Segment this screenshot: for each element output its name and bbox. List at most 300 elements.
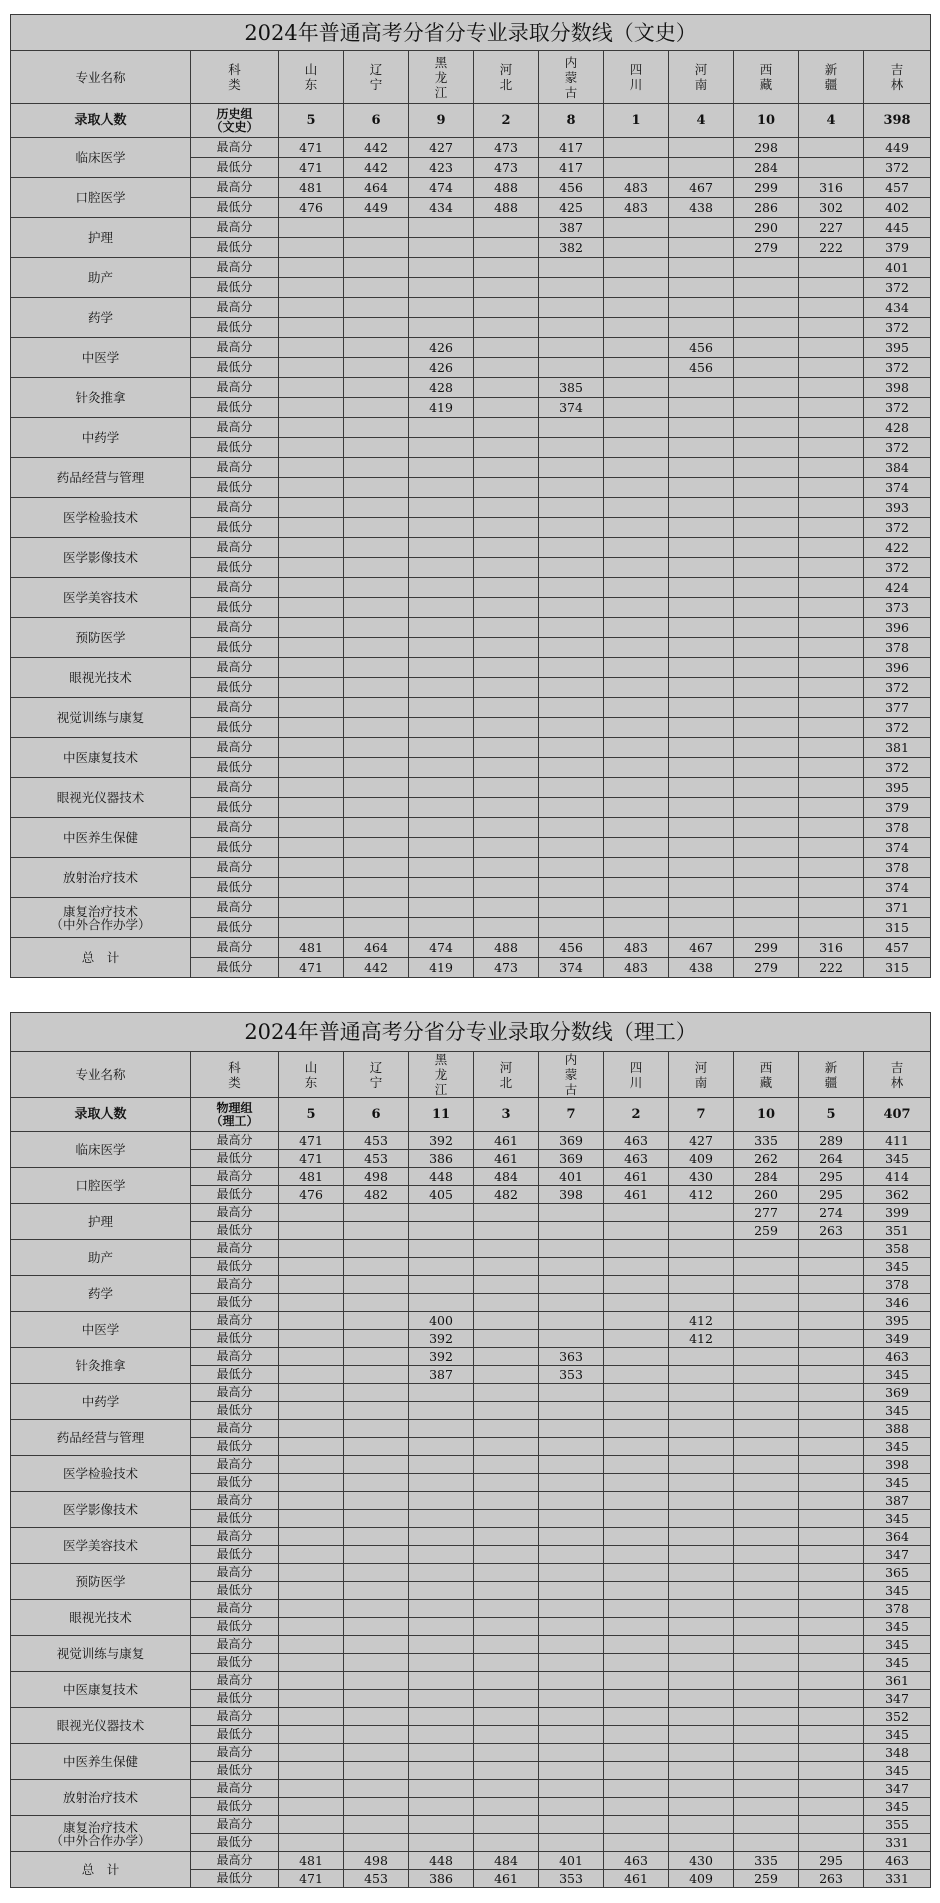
major-name: 眼视光仪器技术 <box>11 1708 191 1744</box>
min-score-label: 最低分 <box>191 1690 279 1708</box>
score-cell: 426 <box>409 338 474 358</box>
score-cell <box>604 1582 669 1600</box>
score-cell <box>539 678 604 698</box>
max-score-label: 最高分 <box>191 1132 279 1150</box>
score-cell <box>409 1780 474 1798</box>
score-cell <box>799 558 864 578</box>
score-cell: 456 <box>669 338 734 358</box>
score-cell: 430 <box>669 1168 734 1186</box>
max-score-label: 最高分 <box>191 1348 279 1366</box>
score-cell <box>409 598 474 618</box>
score-cell: 395 <box>864 1312 931 1330</box>
score-cell <box>734 818 799 838</box>
score-cell: 384 <box>864 458 931 478</box>
score-cell <box>474 738 539 758</box>
score-cell <box>604 1708 669 1726</box>
score-cell <box>474 1276 539 1294</box>
score-cell <box>539 638 604 658</box>
score-cell <box>799 1798 864 1816</box>
min-score-label: 最低分 <box>191 1366 279 1384</box>
score-cell <box>344 1312 409 1330</box>
score-cell: 471 <box>279 958 344 978</box>
score-cell: 369 <box>864 1384 931 1402</box>
score-cell <box>409 718 474 738</box>
score-cell: 345 <box>864 1726 931 1744</box>
score-cell <box>734 598 799 618</box>
score-cell <box>734 558 799 578</box>
header-province: 吉 林 <box>864 51 931 104</box>
min-score-label: 最低分 <box>191 438 279 458</box>
score-cell: 449 <box>344 198 409 218</box>
score-cell <box>344 698 409 718</box>
score-cell <box>799 278 864 298</box>
score-cell <box>344 1456 409 1474</box>
major-name: 眼视光技术 <box>11 658 191 698</box>
max-score-label: 最高分 <box>191 1564 279 1582</box>
score-cell: 449 <box>864 138 931 158</box>
score-cell <box>734 1492 799 1510</box>
score-cell <box>734 1420 799 1438</box>
score-cell <box>409 1456 474 1474</box>
score-cell: 399 <box>864 1204 931 1222</box>
max-score-label: 最高分 <box>191 1816 279 1834</box>
score-cell <box>669 1582 734 1600</box>
major-name: 医学检验技术 <box>11 1456 191 1492</box>
count-cell: 6 <box>344 104 409 138</box>
score-cell <box>539 1762 604 1780</box>
score-cell <box>409 1240 474 1258</box>
score-cell <box>669 698 734 718</box>
score-cell: 289 <box>799 1132 864 1150</box>
header-province: 黑 龙 江 <box>409 1052 474 1098</box>
score-cell <box>669 1708 734 1726</box>
score-cell: 396 <box>864 618 931 638</box>
score-cell: 371 <box>864 898 931 918</box>
score-cell <box>604 578 669 598</box>
score-cell: 353 <box>539 1366 604 1384</box>
header-province: 山 东 <box>279 1052 344 1098</box>
score-cell <box>539 818 604 838</box>
score-cell <box>539 258 604 278</box>
score-cell: 286 <box>734 198 799 218</box>
score-cell: 378 <box>864 638 931 658</box>
score-cell <box>669 838 734 858</box>
score-cell <box>734 1816 799 1834</box>
score-cell <box>344 778 409 798</box>
score-cell <box>604 318 669 338</box>
score-cell: 427 <box>409 138 474 158</box>
score-cell <box>669 1690 734 1708</box>
score-cell <box>539 838 604 858</box>
score-cell <box>734 418 799 438</box>
score-cell <box>734 1330 799 1348</box>
score-cell: 331 <box>864 1834 931 1852</box>
score-cell <box>344 898 409 918</box>
score-cell: 392 <box>409 1132 474 1150</box>
score-cell <box>344 1798 409 1816</box>
score-cell <box>734 1654 799 1672</box>
header-province: 辽 宁 <box>344 51 409 104</box>
score-cell <box>409 1618 474 1636</box>
score-cell: 369 <box>539 1132 604 1150</box>
score-cell <box>669 318 734 338</box>
max-score-label: 最高分 <box>191 658 279 678</box>
score-cell: 382 <box>539 238 604 258</box>
score-cell <box>604 1834 669 1852</box>
major-name: 中药学 <box>11 418 191 458</box>
score-cell: 484 <box>474 1168 539 1186</box>
score-cell <box>474 1204 539 1222</box>
score-cell <box>539 1546 604 1564</box>
score-cell <box>734 1834 799 1852</box>
score-cell <box>604 598 669 618</box>
score-cell <box>734 1528 799 1546</box>
score-cell <box>344 738 409 758</box>
score-cell: 463 <box>864 1852 931 1870</box>
min-score-label: 最低分 <box>191 1258 279 1276</box>
score-cell: 456 <box>669 358 734 378</box>
score-cell <box>344 1420 409 1438</box>
score-cell: 315 <box>864 958 931 978</box>
score-cell <box>474 1474 539 1492</box>
score-cell <box>474 1762 539 1780</box>
score-cell: 227 <box>799 218 864 238</box>
score-cell <box>734 1348 799 1366</box>
score-cell <box>279 498 344 518</box>
score-cell <box>669 1366 734 1384</box>
score-cell <box>734 1726 799 1744</box>
header-province: 黑 龙 江 <box>409 51 474 104</box>
score-cell: 434 <box>409 198 474 218</box>
score-cell <box>799 1744 864 1762</box>
score-cell: 471 <box>279 138 344 158</box>
score-cell <box>474 1798 539 1816</box>
score-cell: 423 <box>409 158 474 178</box>
score-cell <box>279 418 344 438</box>
major-name: 放射治疗技术 <box>11 858 191 898</box>
count-row <box>11 1098 931 1132</box>
score-cell <box>409 438 474 458</box>
min-score-label: 最低分 <box>191 158 279 178</box>
score-cell <box>409 1276 474 1294</box>
score-cell <box>409 1528 474 1546</box>
header-province: 新 疆 <box>799 1052 864 1098</box>
score-cell <box>669 1258 734 1276</box>
score-cell <box>799 1474 864 1492</box>
score-cell <box>279 458 344 478</box>
header-province: 西 藏 <box>734 51 799 104</box>
score-cell: 471 <box>279 1132 344 1150</box>
score-cell <box>344 1780 409 1798</box>
score-cell <box>279 1780 344 1798</box>
score-cell <box>539 1654 604 1672</box>
score-cell: 402 <box>864 198 931 218</box>
score-cell <box>669 578 734 598</box>
score-cell <box>539 358 604 378</box>
score-cell <box>669 1510 734 1528</box>
score-cell <box>279 1510 344 1528</box>
score-cell <box>734 318 799 338</box>
score-cell: 401 <box>539 1168 604 1186</box>
score-cell <box>539 1780 604 1798</box>
max-score-label: 最高分 <box>191 378 279 398</box>
score-cell <box>279 718 344 738</box>
score-cell <box>799 578 864 598</box>
score-cell <box>409 518 474 538</box>
max-score-label: 最高分 <box>191 1672 279 1690</box>
score-cell: 456 <box>539 178 604 198</box>
max-score-label: 最高分 <box>191 1384 279 1402</box>
score-cell: 373 <box>864 598 931 618</box>
score-cell <box>279 1528 344 1546</box>
header-province: 内 蒙 古 <box>539 51 604 104</box>
score-cell <box>734 338 799 358</box>
score-cell: 434 <box>864 298 931 318</box>
score-cell <box>669 158 734 178</box>
subject-group: 历史组 （文史） <box>191 104 279 138</box>
major-name: 助产 <box>11 1240 191 1276</box>
score-cell <box>669 1672 734 1690</box>
score-cell: 385 <box>539 378 604 398</box>
score-cell: 372 <box>864 678 931 698</box>
subject-group: 物理组 （理工） <box>191 1098 279 1132</box>
table-row <box>11 1204 931 1222</box>
score-cell <box>539 858 604 878</box>
score-cell <box>409 1510 474 1528</box>
score-cell <box>669 438 734 458</box>
score-cell: 401 <box>539 1852 604 1870</box>
score-cell <box>734 1312 799 1330</box>
score-cell: 483 <box>604 958 669 978</box>
score-cell <box>669 1816 734 1834</box>
major-name: 临床医学 <box>11 1132 191 1168</box>
score-cell <box>344 1438 409 1456</box>
score-cell <box>799 338 864 358</box>
score-cell <box>799 698 864 718</box>
score-cell <box>734 298 799 318</box>
score-cell: 316 <box>799 178 864 198</box>
score-cell <box>409 758 474 778</box>
score-cell <box>409 458 474 478</box>
score-cell <box>474 1492 539 1510</box>
score-cell <box>799 498 864 518</box>
table-row <box>11 338 931 358</box>
score-cell <box>734 278 799 298</box>
table-row <box>11 1708 931 1726</box>
score-cell <box>799 1672 864 1690</box>
count-label: 录取人数 <box>11 1098 191 1132</box>
score-cell <box>474 1240 539 1258</box>
score-cell <box>734 638 799 658</box>
score-cell: 345 <box>864 1150 931 1168</box>
score-cell <box>409 1726 474 1744</box>
score-cell <box>539 878 604 898</box>
score-cell: 345 <box>864 1510 931 1528</box>
min-score-label: 最低分 <box>191 918 279 938</box>
max-score-label: 最高分 <box>191 298 279 318</box>
score-cell <box>344 758 409 778</box>
score-cell <box>344 818 409 838</box>
score-cell <box>669 718 734 738</box>
score-cell: 461 <box>474 1870 539 1888</box>
score-cell <box>344 1258 409 1276</box>
table-title: 2024年普通高考分省分专业录取分数线（理工） <box>11 1013 931 1052</box>
score-cell <box>344 1294 409 1312</box>
score-cell <box>344 1384 409 1402</box>
max-score-label: 最高分 <box>191 1744 279 1762</box>
score-cell: 412 <box>669 1186 734 1204</box>
score-cell <box>279 1222 344 1240</box>
score-cell <box>474 838 539 858</box>
score-cell <box>734 1636 799 1654</box>
score-cell <box>604 1366 669 1384</box>
score-cell <box>734 1672 799 1690</box>
min-score-label: 最低分 <box>191 838 279 858</box>
score-cell <box>409 578 474 598</box>
min-score-label: 最低分 <box>191 638 279 658</box>
score-cell <box>409 698 474 718</box>
score-cell <box>279 778 344 798</box>
max-score-label: 最高分 <box>191 778 279 798</box>
score-cell: 379 <box>864 238 931 258</box>
score-cell <box>279 1276 344 1294</box>
score-cell <box>539 1726 604 1744</box>
score-cell <box>539 1204 604 1222</box>
score-cell <box>799 1276 864 1294</box>
major-name: 眼视光技术 <box>11 1600 191 1636</box>
score-cell <box>604 1618 669 1636</box>
score-cell <box>474 558 539 578</box>
score-cell <box>409 1204 474 1222</box>
score-cell: 372 <box>864 318 931 338</box>
score-cell <box>734 778 799 798</box>
major-name: 医学美容技术 <box>11 1528 191 1564</box>
score-cell <box>799 1240 864 1258</box>
min-score-label: 最低分 <box>191 758 279 778</box>
score-cell <box>604 258 669 278</box>
score-cell <box>279 1546 344 1564</box>
table-row <box>11 1816 931 1834</box>
score-cell <box>799 1420 864 1438</box>
score-cell <box>344 1672 409 1690</box>
header-province: 河 南 <box>669 51 734 104</box>
score-cell <box>799 358 864 378</box>
score-cell <box>669 858 734 878</box>
score-cell <box>799 1780 864 1798</box>
score-cell <box>539 498 604 518</box>
score-cell <box>344 1240 409 1258</box>
score-cell <box>604 898 669 918</box>
min-score-label: 最低分 <box>191 278 279 298</box>
score-cell <box>604 858 669 878</box>
table-row <box>11 218 931 238</box>
score-cell <box>279 478 344 498</box>
score-cell <box>279 918 344 938</box>
score-cell <box>474 598 539 618</box>
score-cell <box>669 758 734 778</box>
score-cell: 295 <box>799 1168 864 1186</box>
score-cell: 392 <box>409 1330 474 1348</box>
score-cell <box>279 1726 344 1744</box>
score-cell: 345 <box>864 1636 931 1654</box>
score-cell <box>344 1330 409 1348</box>
score-cell <box>734 898 799 918</box>
score-cell: 372 <box>864 358 931 378</box>
score-cell <box>409 218 474 238</box>
score-cell <box>474 258 539 278</box>
score-cell: 419 <box>409 398 474 418</box>
header-province: 四 川 <box>604 51 669 104</box>
score-cell <box>734 718 799 738</box>
major-name: 口腔医学 <box>11 178 191 218</box>
score-cell <box>799 718 864 738</box>
score-cell <box>474 918 539 938</box>
score-cell <box>409 1816 474 1834</box>
score-cell <box>474 718 539 738</box>
score-cell <box>344 1834 409 1852</box>
score-cell <box>669 678 734 698</box>
score-cell <box>669 798 734 818</box>
score-cell <box>799 1312 864 1330</box>
score-cell <box>279 658 344 678</box>
score-cell <box>474 1672 539 1690</box>
score-cell <box>474 1258 539 1276</box>
score-cell <box>669 378 734 398</box>
score-cell <box>604 1600 669 1618</box>
score-cell <box>734 398 799 418</box>
score-cell <box>474 1510 539 1528</box>
score-cell: 353 <box>539 1870 604 1888</box>
score-cell <box>669 898 734 918</box>
min-score-label: 最低分 <box>191 1438 279 1456</box>
score-cell <box>604 618 669 638</box>
min-score-label: 最低分 <box>191 1870 279 1888</box>
min-score-label: 最低分 <box>191 1654 279 1672</box>
score-cell: 335 <box>734 1852 799 1870</box>
score-cell <box>279 738 344 758</box>
count-cell: 5 <box>279 104 344 138</box>
score-cell <box>539 738 604 758</box>
score-cell <box>409 1294 474 1312</box>
score-cell <box>669 1636 734 1654</box>
score-cell <box>344 558 409 578</box>
score-cell: 438 <box>669 198 734 218</box>
min-score-label: 最低分 <box>191 358 279 378</box>
score-cell: 461 <box>604 1186 669 1204</box>
score-cell <box>344 418 409 438</box>
major-name: 视觉训练与康复 <box>11 1636 191 1672</box>
score-cell: 374 <box>864 478 931 498</box>
score-cell: 473 <box>474 138 539 158</box>
table-row <box>11 178 931 198</box>
score-cell <box>799 638 864 658</box>
score-cell <box>539 1258 604 1276</box>
score-cell <box>409 678 474 698</box>
table-row <box>11 1456 931 1474</box>
score-cell <box>474 358 539 378</box>
score-cell <box>799 758 864 778</box>
score-cell: 302 <box>799 198 864 218</box>
min-score-label: 最低分 <box>191 798 279 818</box>
score-cell <box>604 338 669 358</box>
score-cell: 372 <box>864 518 931 538</box>
score-cell <box>279 1492 344 1510</box>
score-cell <box>474 1582 539 1600</box>
count-cell: 2 <box>604 1098 669 1132</box>
score-cell <box>344 1816 409 1834</box>
table-row <box>11 778 931 798</box>
score-cell: 345 <box>864 1798 931 1816</box>
